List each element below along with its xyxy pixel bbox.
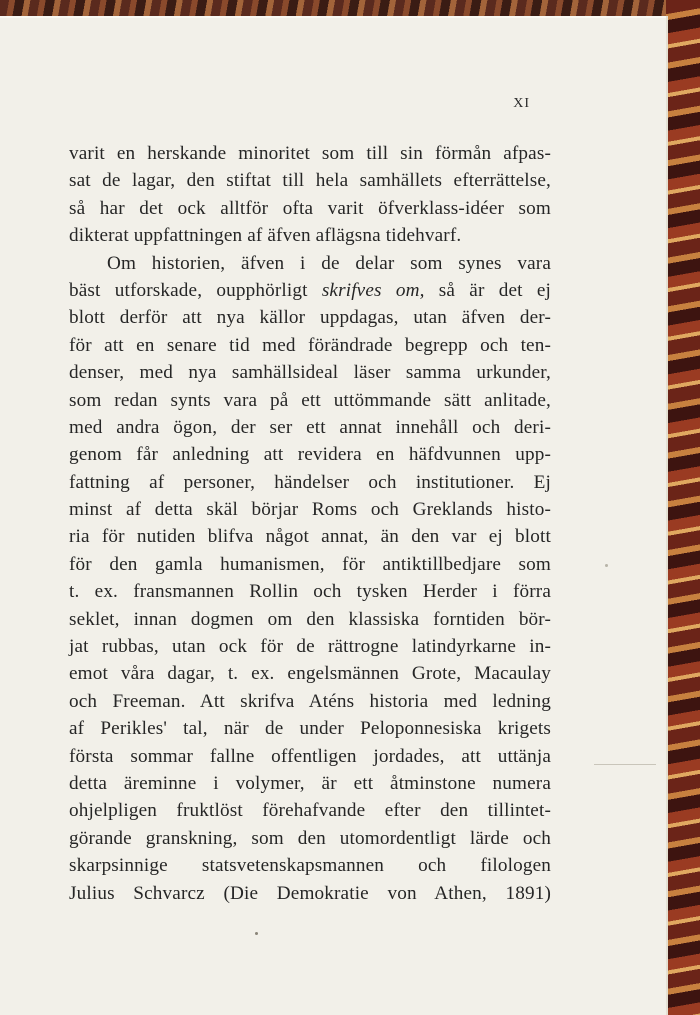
text-line: första sommar fallne offentligen jordades, att uttänja [69,745,551,767]
text-line: af Perikles' tal, när de under Peloponnesiska krigets [69,718,551,740]
text-line: t. ex. fransmannen Rollin och tysken Herder i förra [69,581,551,603]
text-line: Julius Schvarcz (Die Demokratie von Athen, 1891) [69,882,551,904]
margin-dash-mark [594,764,656,765]
text-line: ohjelpligen fruktlöst förehafvande efter den tillintet- [69,800,551,822]
text-line: jat rubbas, utan ock för de rättrogne latindyrkarne in- [69,636,551,658]
italic-phrase: skrifves om, [321,279,425,301]
text-line: görande granskning, som den utomordentligt lärde och [69,827,551,849]
text-line: ria för nutiden blifva något annat, än den var ej blott [69,526,551,548]
text-line: fattning af personer, händelser och institutioner. Ej [69,471,551,493]
text-line: med andra ögon, der ser ett annat innehåll och deri- [69,416,551,438]
text-line: detta äreminne i volymer, är ett åtminstone numera [69,772,551,794]
text-line: skarpsinnige statsvetenskapsmannen och filologen [69,855,551,877]
text-line: sat de lagar, den stiftat till hela samhällets efterrättelse, [69,170,551,192]
page-number: XI [513,96,530,111]
text-line: som redan synts vara på ett uttömmande sätt anlitade, [69,389,551,411]
text-line: emot våra dagar, t. ex. engelsmännen Grote, Macaulay [69,663,551,685]
body-text [69,140,551,907]
text-line [69,277,551,304]
text-line: varit en herskande minoritet som till sin förmån afpas- [69,143,551,164]
text-line: och Freeman. Att skrifva Aténs historia med ledning [69,690,551,712]
text-line: så har det ock alltför ofta varit öfverklass-idéer som [69,197,551,219]
text-line: blott derför att nya källor uppdagas, utan äfven der- [69,307,551,329]
text-line: seklet, innan dogmen om den klassiska forntiden bör- [69,608,551,630]
text-line: denser, med nya samhällsideal läser samma urkunder, [69,362,551,384]
text-segment: bäst utforskade, oupphörligt [69,279,308,301]
text-line: för att en senare tid med förändrade begrepp och ten- [69,334,551,356]
text-line: minst af detta skäl börjar Roms och Greklands histo- [69,499,551,521]
text-line: dikterat uppfattningen af äfven aflägsna tidehvarf. [69,225,462,247]
marbled-book-edge-right [666,0,700,1015]
text-line-paragraph-start: Om historien, äfven i de delar som synes vara [107,252,551,274]
ink-speck [255,932,258,935]
text-line: genom får anledning att revidera en häfdvunnen upp- [69,444,551,466]
text-line: för den gamla humanismen, för antiktillbedjare som [69,553,551,575]
ink-speck [605,564,608,567]
text-segment: så är det ej [438,279,551,301]
book-page [0,16,668,1015]
